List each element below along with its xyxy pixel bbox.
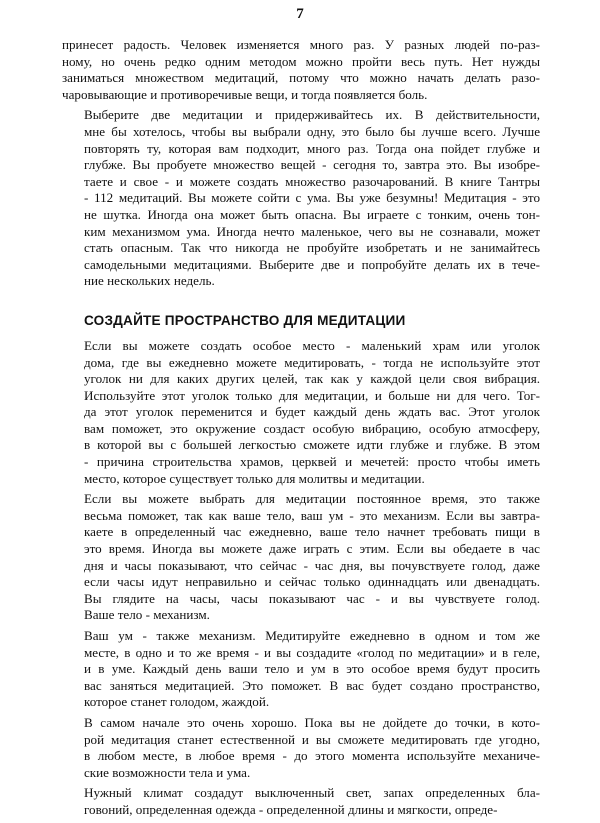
text-line: говоний, определенная одежда - определенной длины и мягкости, опреде- — [84, 801, 498, 817]
text-line: стать опасным. Так что никогда не пробуйте изобретать и не занимайтесь — [84, 240, 540, 256]
intro-text — [62, 37, 540, 290]
text-line: Используйте этот уголок только для медитации, и больше ни для чего. Тог- — [84, 387, 540, 403]
text-line: таете и свое - и можете создать множество разочарований. В книге Тантры — [84, 173, 540, 189]
text-line: В самом начале это очень хорошо. Пока вы не дойдете до точки, в кото- — [84, 714, 540, 730]
text-line: дома, где вы ежедневно можете медитировать, - тогда не используйте этот — [84, 354, 540, 370]
text-line: рой медитация станет естественной и вы сможете медитировать где угодно, — [84, 731, 540, 747]
text-line: если часы идут неправильно и сейчас только одиннадцать или двенадцать. — [84, 574, 540, 590]
text-line: и в уме. Каждый день ваши тело и ум в это особое время будут просить — [84, 661, 540, 677]
paragraph — [62, 785, 540, 818]
text-line: Выберите две медитации и придерживайтесь их. В действительности, — [84, 107, 540, 123]
text-line: Ваш ум - также механизм. Медитируйте ежедневно в одном и том же — [84, 628, 540, 643]
text-line: это время. Иногда вы можете даже играть с этим. Если вы обедаете в час — [84, 541, 540, 557]
text-line: заниматься множеством медитаций, потому что можно начать делать разо- — [62, 70, 540, 86]
text-line: самодельными медитациями. Выберите две и попробуйте делать их в тече- — [84, 256, 540, 272]
page-number: 7 — [296, 6, 304, 22]
text-line: ному, но очень редко одним методом можно пройти весь путь. Нет нужды — [62, 53, 540, 69]
paragraph — [62, 338, 540, 487]
text-line: дня и часы показывают, что сейчас - час дня, вы почувствуете голод, даже — [84, 557, 540, 573]
paragraph — [62, 628, 540, 711]
text-line: ние нескольких недель. — [84, 273, 215, 289]
text-line: вам поможет, это окружение создаст особую вибрацию, особую атмосферу, — [84, 420, 540, 436]
text-line: Ваше тело - механизм. — [84, 607, 210, 623]
text-line: месте, в одно и то же время - и вы создадите «голод по медитации» и в геле, — [84, 644, 540, 660]
text-line: уголок ни для каких других целей, так как у каждой цели своя вибрация. — [84, 371, 540, 387]
text-line: Если вы можете создать особое место - маленький храм или уголок — [84, 337, 540, 353]
page-body — [62, 37, 540, 823]
text-line: Нужный климат создадут выключенный свет, запах определенных бла- — [84, 785, 540, 801]
text-line: в любом месте, в любое время - до этого момента используйте механиче- — [84, 748, 540, 764]
section-heading: СОЗДАЙТЕ ПРОСТРАНСТВО ДЛЯ МЕДИТАЦИИ — [84, 312, 406, 328]
text-line: в которой вы с большей легкостью сможете идти глубже и глубже. В этом — [84, 437, 540, 453]
paragraph — [62, 715, 540, 781]
text-line: каете в определенный час ежедневно, ваше тело начнет требовать пищи в — [84, 524, 540, 540]
section-text — [62, 338, 540, 819]
text-line: ские возможности тела и ума. — [84, 764, 251, 780]
text-line: которое станет голодом, жаждой. — [84, 694, 270, 710]
text-line: ким механизмом ума. Иногда нечто маленькое, чего вы не сознавали, может — [84, 223, 540, 239]
text-line: Если вы можете выбрать для медитации постоянное время, это также — [84, 491, 540, 507]
text-line: мне бы хотелось, чтобы вы выбрали одну, это было бы лучше всего. Лучше — [84, 123, 540, 139]
text-line: повторять ту, которая вам подходит, много раз. Тогда она пойдет глубже и — [84, 140, 540, 156]
text-line: весьма поможет, так как ваше тело, ваш ум - это механизм. Если вы завтра- — [84, 507, 540, 523]
text-line: да этот уголок переменится и будет каждый день ждать вас. Этот уголок — [84, 404, 540, 420]
text-line: чаровывающие и противоречивые вещи, и тогда появляется боль. — [62, 86, 428, 102]
text-line: - 112 медитаций. Вы можете сойти с ума. Вы уже безумны! Медитация - это — [84, 190, 540, 206]
text-line: - причина строительства храмов, церквей и мечетей: просто чтобы иметь — [84, 454, 540, 470]
text-line: не шутка. Иногда она может быть опасна. Вы играете с тонким, очень тон- — [84, 206, 540, 222]
text-line: Вы глядите на часы, часы показывают час - и вы чувствуете голод. — [84, 590, 540, 606]
text-line: принесет радость. Человек изменяется много раз. У разных людей по-раз- — [62, 37, 540, 52]
text-line: место, которое существует только для молитвы и медитации. — [84, 470, 425, 486]
paragraph — [62, 491, 540, 624]
text-line: вас заняться медитацией. Это поможет. В вас будет создано пространство, — [84, 677, 540, 693]
paragraph — [62, 37, 540, 103]
paragraph — [62, 107, 540, 290]
text-line: глубже. Вы пробуете множество вещей - сегодня то, завтра это. Вы изобре- — [84, 157, 540, 173]
